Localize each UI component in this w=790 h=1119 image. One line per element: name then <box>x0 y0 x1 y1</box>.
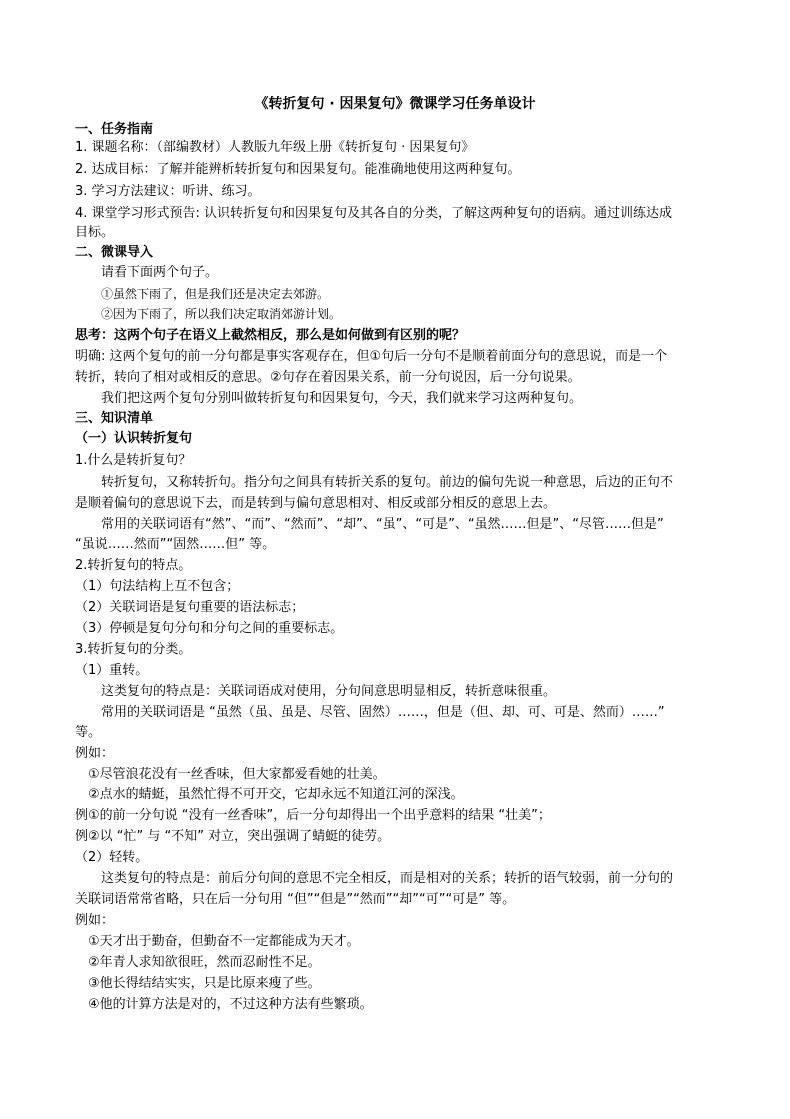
text-line: 这类复句的特点是：关联词语成对使用，分句间意思明显相反，转折意味很重。 <box>101 684 557 699</box>
text-line: （2）轻转。 <box>75 850 149 865</box>
text-line: （1）重转。 <box>75 663 149 678</box>
text-line: 我们把这两个复句分别叫做转折复句和因果复句，今天，我们就来学习这两种复句。 <box>101 391 583 406</box>
text-line: 3. 学习方法建议：听讲、练习。 <box>75 184 261 199</box>
text-line: 例如： <box>75 746 115 761</box>
section-heading: 一、任务指南 <box>75 122 154 137</box>
list-item: （2）关联词语是复句重要的语法标志； <box>75 600 305 615</box>
think-question: 思考：这两个句子在语义上截然相反，那么是如何做到有区别的呢？ <box>75 328 466 343</box>
example-sentence: ②年青人求知欲很旺，然而忍耐性不足。 <box>88 955 321 970</box>
example-sentence: ④他的计算方法是对的，不过这种方法有些繁琐。 <box>88 997 373 1012</box>
text-line: 例①的前一分句说 “没有一丝香味”，后一分句却得出一个出乎意料的结果 “壮美”； <box>75 808 551 823</box>
section-heading: 二、微课导入 <box>75 245 154 260</box>
example-sentence: ①天才出于勤奋，但勤奋不一定都能成为天才。 <box>88 934 360 949</box>
list-item: （1）句法结构上互不包含； <box>75 579 240 594</box>
text-line: 是顺着偏句的意思说下去，而是转到与偏句意思相对、相反或部分相反的意思上去。 <box>75 496 557 511</box>
text-line: 明确: 这两个复句的前一分句都是事实客观存在，但①句后一分句不是顺着前面分句的意思说，而是一个 <box>75 349 668 364</box>
text-line: 2.转折复句的特点。 <box>75 558 192 573</box>
text-line: 目标。 <box>75 225 115 240</box>
text-line: 例②以 “忙” 与 “不知” 对立，突出强调了蜻蜓的徒劳。 <box>75 829 391 844</box>
text-line: 等。 <box>75 725 102 740</box>
text-line: 常用的关联词语有“然”、“而”、“然而”、“却”、“虽”、“可是”、“虽然……但是”、“尽管……但是” <box>101 517 664 532</box>
text-line: 1.什么是转折复句？ <box>75 453 192 468</box>
text-line: 请看下面两个句子。 <box>101 265 219 280</box>
text-line: 例如： <box>75 913 115 928</box>
text-line: 这类复句的特点是：前后分句间的意思不完全相反，而是相对的关系；转折的语气较弱，前一分句的 <box>101 871 674 886</box>
document-title: 《转折复句 · 因果复句》微课学习任务单设计 <box>254 96 536 112</box>
subsection-heading: （一）认识转折复句 <box>75 431 193 446</box>
example-sentence: ①尽管浪花没有一丝香味，但大家都爱看她的壮美。 <box>88 767 386 782</box>
text-line: 关联词语常常省略，只在后一分句用 “但”“但是”“然而”“却”“可”“可是” 等。 <box>75 892 516 907</box>
example-sentence: ②因为下雨了，所以我们决定取消郊游计划。 <box>101 307 342 321</box>
section-heading: 三、知识清单 <box>75 411 154 426</box>
example-sentence: ②点水的蜻蜓，虽然忙得不可开交，它却永远不知道江河的深浅。 <box>88 787 464 802</box>
text-line: 转折，转向了相对或相反的意思。②句存在着因果关系，前一分句说因，后一分句说果。 <box>75 370 581 385</box>
text-line: 2. 达成目标：了解并能辨析转折复句和因果复句。能准确地使用这两种复句。 <box>75 162 521 177</box>
text-line: 4. 课堂学习形式预告: 认识转折复句和因果复句及其各自的分类，了解这两种复句的语病。通过训练达成 <box>75 206 673 221</box>
text-line: 常用的关联词语是 “虽然（虽、虽是、尽管、固然）……，但是（但、却、可、可是、然而）……” <box>101 705 665 720</box>
text-line: 1. 课题名称：（部编教材）人教版九年级上册《转折复句 · 因果复句》 <box>75 140 475 155</box>
example-sentence: ③他长得结结实实，只是比原来瘦了些。 <box>88 976 321 991</box>
text-line: “虽说……然而”“固然……但” 等。 <box>75 537 276 552</box>
example-sentence: ①虽然下雨了，但是我们还是决定去郊游。 <box>101 287 330 301</box>
list-item: （3）停顿是复句分句和分句之间的重要标志。 <box>75 621 344 636</box>
text-line: 3.转折复句的分类。 <box>75 642 192 657</box>
text-line: 转折复句，又称转折句。指分句之间具有转折关系的复句。前边的偏句先说一种意思，后边的正句不 <box>101 475 674 490</box>
